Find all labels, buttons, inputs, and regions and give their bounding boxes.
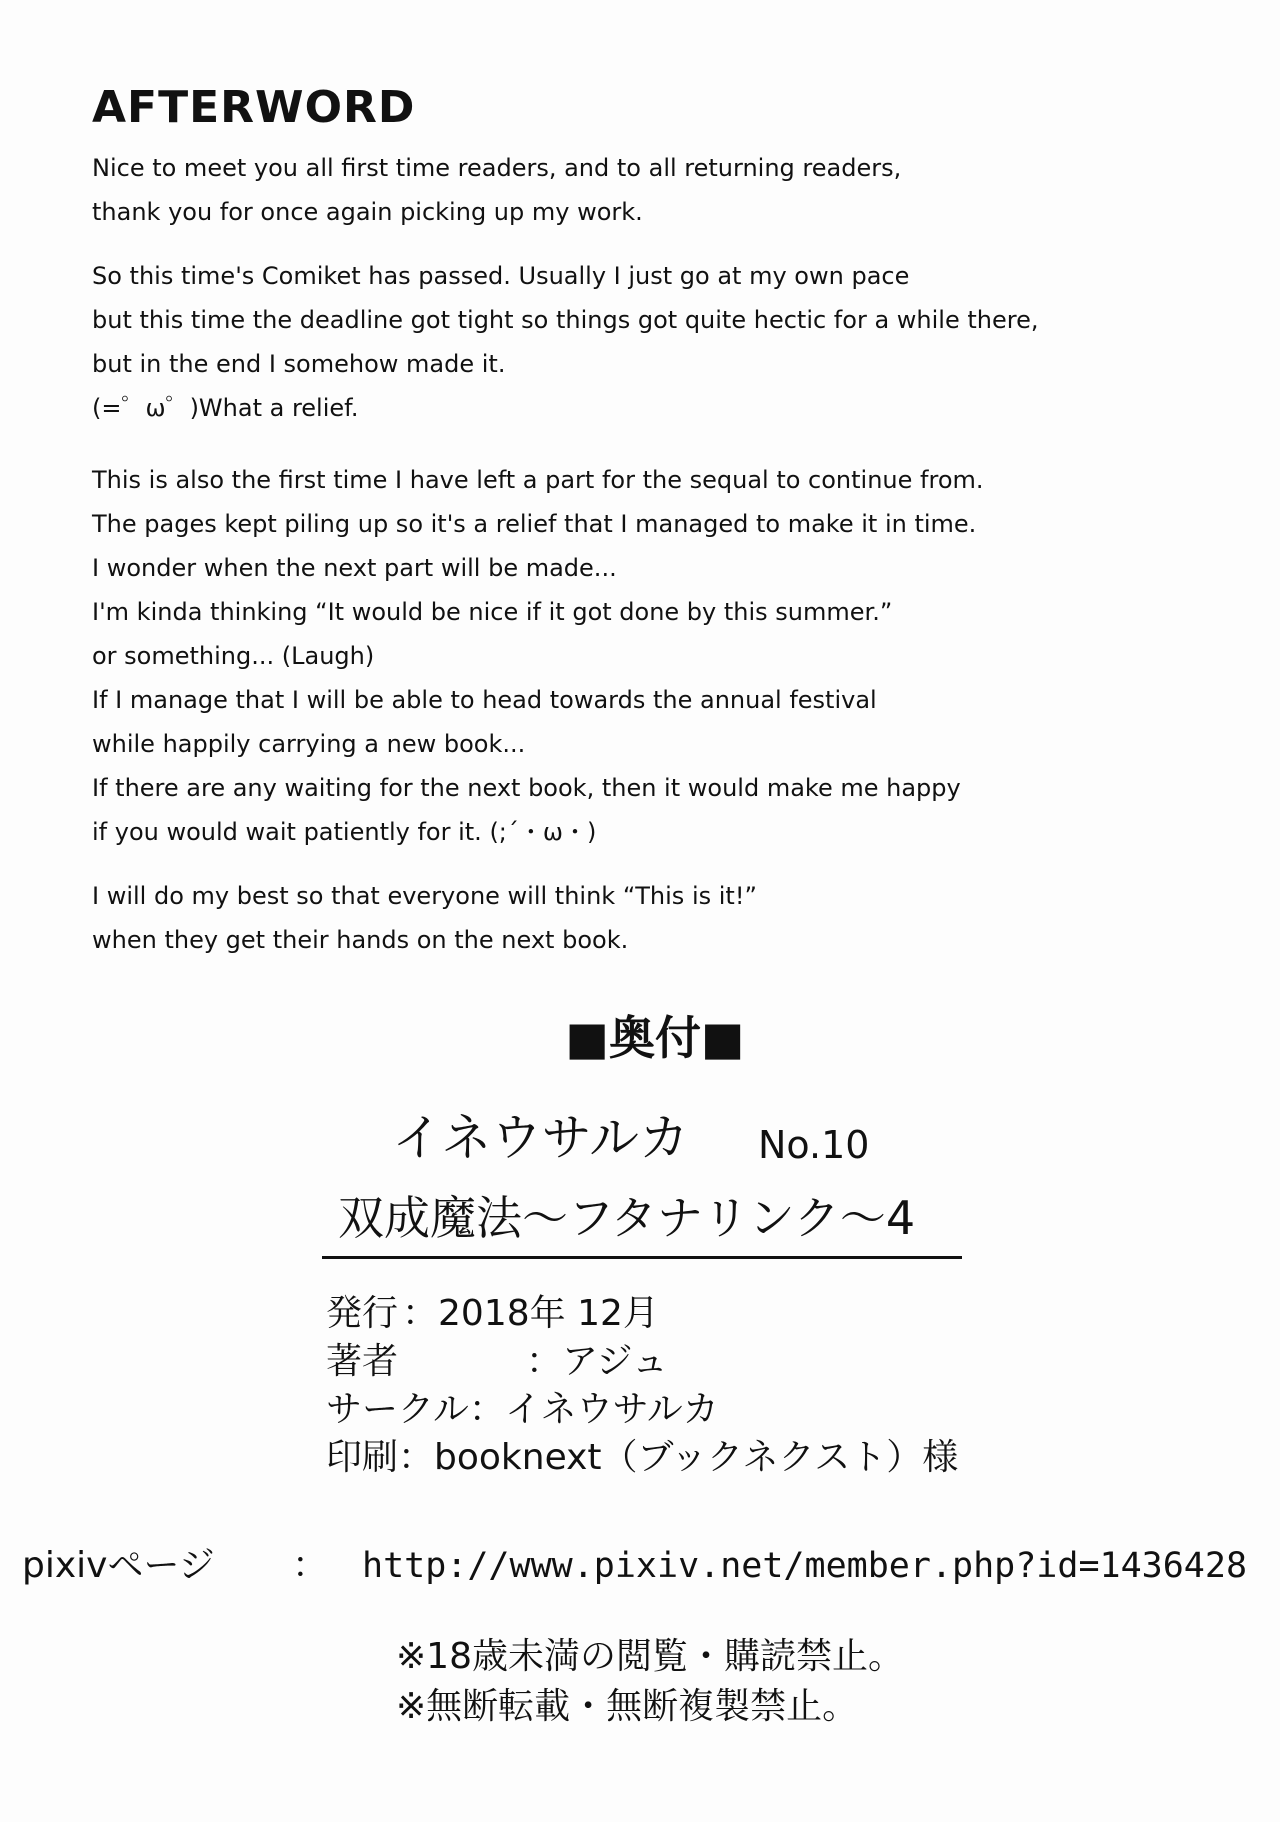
title-underline (322, 1256, 962, 1259)
afterword-line: while happily carrying a new book... (92, 730, 526, 758)
afterword-line: or something... (Laugh) (92, 642, 375, 670)
colophon-heading: ■奥付■ (565, 1011, 745, 1065)
info-value: 2018年 12月 (438, 1293, 659, 1334)
afterword-line: I'm kinda thinking “It would be nice if it got done by this summer.” (92, 598, 893, 626)
afterword-title: AFTERWORD (92, 82, 416, 133)
afterword-line: The pages kept piling up so it's a relief that I managed to make it in time. (92, 510, 977, 538)
afterword-paragraph-4 (92, 874, 1212, 962)
afterword-line: when they get their hands on the next book. (92, 926, 629, 954)
info-key: サークル (326, 1389, 469, 1430)
info-row-circle (326, 1386, 958, 1434)
notice-age-restriction: ※18歳未満の閲覧・購読禁止。 (396, 1636, 904, 1677)
info-row-printer (326, 1434, 958, 1482)
info-row-author (326, 1338, 958, 1386)
afterword-line: but this time the deadline got tight so things got quite hectic for a while there, (92, 306, 1039, 334)
afterword-line: if you would wait patiently for it. (;´・ω・) (92, 818, 597, 846)
afterword-line: thank you for once again picking up my work. (92, 198, 643, 226)
afterword-line: This is also the first time I have left a part for the sequal to continue from. (92, 466, 984, 494)
issue-number: No.10 (758, 1123, 870, 1167)
afterword-line: (=゜ω゜)What a relief. (92, 394, 359, 422)
circle-name: イネウサルカ (392, 1109, 689, 1167)
pixiv-url: http://www.pixiv.net/member.php?id=1436428 (362, 1546, 1248, 1586)
info-sep: ： (468, 1389, 505, 1430)
afterword-line: So this time's Comiket has passed. Usually I just go at my own pace (92, 262, 910, 290)
pixiv-link-row (22, 1538, 1247, 1594)
notice-copyright: ※無断転載・無断複製禁止。 (396, 1686, 859, 1727)
afterword-line: I will do my best so that everyone will think “This is it!” (92, 882, 757, 910)
colophon-section (0, 1008, 1280, 1478)
afterword-line: but in the end I somehow made it. (92, 350, 506, 378)
info-value: イネウサルカ (504, 1389, 719, 1430)
afterword-section (92, 78, 1212, 962)
notices (396, 1632, 904, 1732)
info-key: 発行 (326, 1293, 399, 1334)
info-key: 印刷 (326, 1437, 399, 1478)
afterword-line: If I manage that I will be able to head towards the annual festival (92, 686, 877, 714)
info-sep: ： (398, 1437, 435, 1478)
book-title: 双成魔法～フタナリンク～4 (338, 1191, 916, 1245)
info-sep: ： (402, 1293, 439, 1334)
publication-info (326, 1290, 958, 1482)
info-row-publish-date (326, 1290, 958, 1338)
afterword-paragraph-3 (92, 458, 1212, 854)
afterword-paragraph-2 (92, 254, 1212, 430)
afterword-line: If there are any waiting for the next book, then it would make me happy (92, 774, 961, 802)
info-key: 著者 (326, 1341, 399, 1382)
info-sep: ： (526, 1341, 563, 1382)
info-value: アジュ (562, 1341, 668, 1382)
pixiv-sep: ： (292, 1545, 329, 1586)
afterword-line: Nice to meet you all first time readers, and to all returning readers, (92, 154, 902, 182)
afterword-line: I wonder when the next part will be made... (92, 554, 617, 582)
afterword-paragraph-1 (92, 146, 1212, 234)
info-value: booknext（ブックネクスト）様 (434, 1437, 959, 1478)
pixiv-label: pixivページ (22, 1545, 215, 1586)
